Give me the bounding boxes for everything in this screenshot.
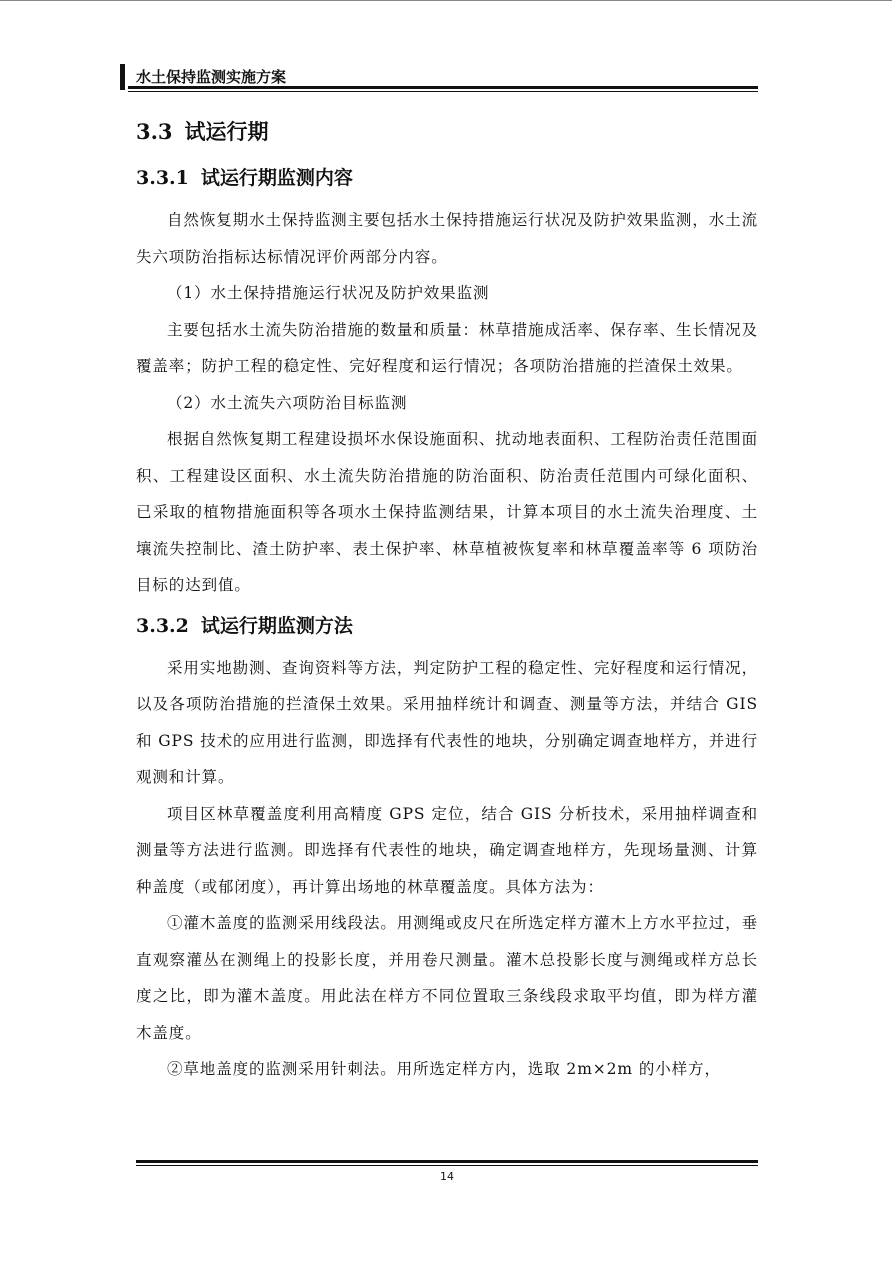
footer-rule-thin [136,1165,758,1166]
header-rule-thin [128,91,758,92]
header-accent-bar [120,64,125,90]
footer-rule-thick [136,1160,758,1163]
header-rule-thick [128,86,758,89]
subsection-heading-2 [136,608,758,644]
item-2-paragraph: 根据自然恢复期工程建设损坏水保设施面积、扰动地表面积、工程防治责任范围面积、工程建设区面积、水土流失防治措施的防治面积、防治责任范围内可绿化面积、已采取的植物措施面积等各项水土保持监测结果，计算本项目的水土流失治理度、土壤流失控制比、渣土防护率、表土保护率、林草植被恢复率和林草覆盖率等 6 项防治目标的达到值。 [136,430,758,594]
item-1-heading: （1）水土保持措施运行状况及防护效果监测 [167,284,490,302]
item-1-paragraph: 主要包括水土流失防治措施的数量和质量：林草措施成活率、保存率、生长情况及覆盖率；防护工程的稳定性、完好程度和运行情况；各项防治措施的拦渣保土效果。 [136,320,758,375]
method-paragraph-3: ①灌木盖度的监测采用线段法。用测绳或皮尺在所选定样方灌木上方水平拉过，垂直观察灌丛在测绳上的投影长度，并用卷尺测量。灌木总投影长度与测绳或样方总长度之比，即为灌木盖度。用此法在样方不同位置取三条线段求取平均值，即为样方灌木盖度。 [136,914,758,1042]
subsection-heading-1 [136,160,758,196]
subsection-number-2: 3.3.2 [136,614,189,637]
page-number: 14 [440,1170,454,1183]
section-heading [136,112,758,152]
document-body [136,112,758,1088]
subsection-number-1: 3.3.1 [136,167,189,189]
method-paragraph-4: ②草地盖度的监测采用针刺法。用所选定样方内，选取 2m×2m 的小样方， [167,1060,721,1078]
intro-paragraph: 自然恢复期水土保持监测主要包括水土保持措施运行状况及防护效果监测，水土流失六项防治指标达标情况评价两部分内容。 [136,211,758,266]
header-title: 水土保持监测实施方案 [136,68,287,86]
item-2-heading: （2）水土流失六项防治目标监测 [167,393,408,412]
running-header [120,62,758,94]
section-number: 3.3 [136,119,173,144]
page-top-border [0,0,892,1]
method-paragraph-2: 项目区林草覆盖度利用高精度 GPS 定位，结合 GIS 分析技术，采用抽样调查和测量等方法进行监测。即选择有代表性的地块，确定调查地样方，先现场量测、计算种盖度（或郁闭度），再计算出场地的林草覆盖度。具体方法为： [136,804,758,896]
method-paragraph-1: 采用实地勘测、查询资料等方法，判定防护工程的稳定性、完好程度和运行情况，以及各项防治措施的拦渣保土效果。采用抽样统计和调查、测量等方法，并结合 GIS 和 GPS 技术的应用进行监测，即选择有代表性的地块，分别确定调查地样方，并进行观测和计算。 [136,658,758,786]
section-title: 试运行期 [184,119,269,144]
subsection-title-1: 试运行期监测内容 [200,167,353,189]
subsection-title-2: 试运行期监测方法 [200,614,353,637]
